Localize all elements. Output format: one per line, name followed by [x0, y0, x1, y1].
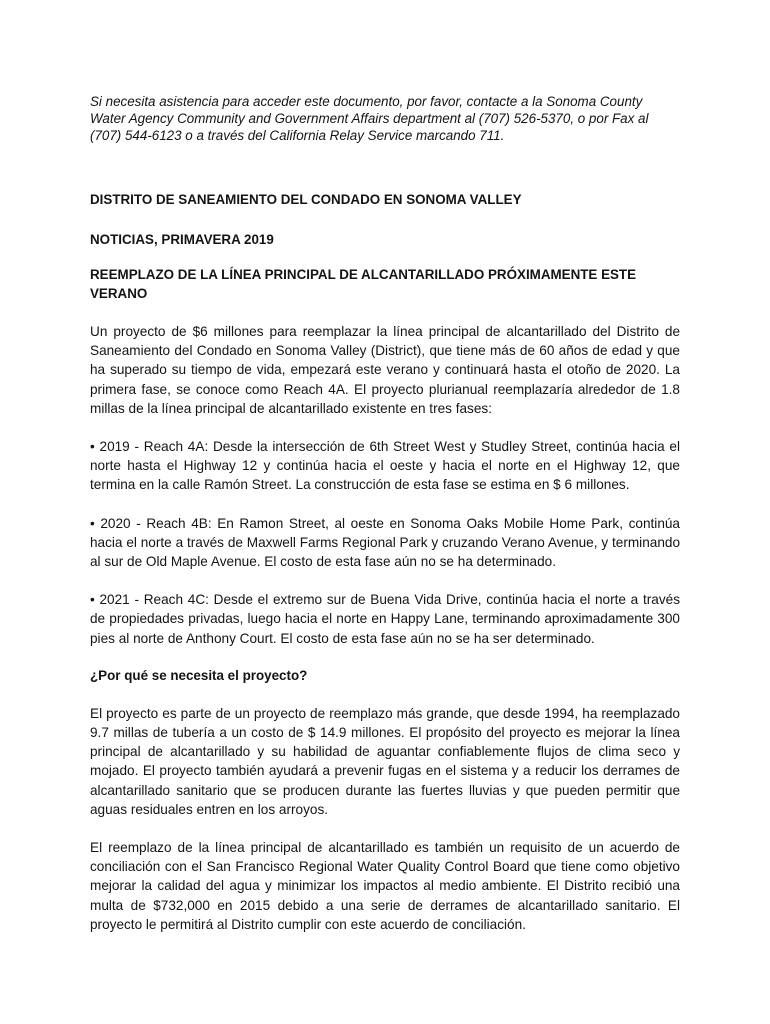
phase-item-2020: • 2020 - Reach 4B: En Ramon Street, al oeste en Sonoma Oaks Mobile Home Park, continúa hacia el norte a través de Maxwell Farms Regional Park y cruzando Verano Avenue, y terminando al sur de Old Maple Avenue. El costo de esta fase aún no se ha determinado. [90, 515, 680, 570]
why-heading: ¿Por qué se necesita el proyecto? [90, 667, 308, 683]
article-title: REEMPLAZO DE LA LÍNEA PRINCIPAL DE ALCANTARILLADO PRÓXIMAMENTE ESTE VERANO [90, 267, 637, 301]
intro-paragraph: Un proyecto de $6 millones para reemplazar la línea principal de alcantarillado del Distrito de Saneamiento del Condado en Sonoma Valley (District), que tiene más de 60 años de edad y que ha superado su tiempo de vida, empezará este verano y continuará hasta el otoño de 2020. La primera fase, se conoce como Reach 4A. El proyecto plurianual reemplazaría alrededor de 1.8 millas de la línea principal de alcantarillado existente en tres fases: [90, 324, 680, 416]
accessibility-notice: Si necesita asistencia para acceder este documento, por favor, contacte a la Sonoma County Water Agency Community and Government Affairs department al (707) 526-5370, o por Fax al (707) 544-6123 o a través del California Relay Service marcando 711. [90, 94, 649, 143]
phase-item-2019: • 2019 - Reach 4A: Desde la intersección de 6th Street West y Studley Street, continúa hacia el norte hasta el Highway 12 y continúa hacia el oeste y hacia el norte en el Highway 12, que termina en la calle Ramón Street. La construcción de esta fase se estima en $ 6 millones. [90, 439, 680, 493]
newsletter-issue: NOTICIAS, PRIMAVERA 2019 [90, 232, 274, 247]
why-paragraph-2: El reemplazo de la línea principal de alcantarillado es también un requisito de un acuerdo de conciliación con el San Francisco Regional Water Quality Control Board que tiene como objetivo mejorar la calidad del agua y minimizar los impactos al medio ambiente. El Distrito recibió una multa de $732,000 en 2015 debido a una serie de derrames de alcantarillado sanitario. El proyecto le permitirá al Distrito cumplir con este acuerdo de conciliación. [90, 840, 680, 932]
district-title: DISTRITO DE SANEAMIENTO DEL CONDADO EN SONOMA VALLEY [90, 192, 522, 207]
document-page [90, 93, 680, 934]
why-paragraph-1: El proyecto es parte de un proyecto de reemplazo más grande, que desde 1994, ha reemplazado 9.7 millas de tubería a un costo de $ 14.9 millones. El propósito del proyecto es mejorar la línea principal de alcantarillado y su habilidad de aguantar confiablemente flujos de clima seco y mojado. El proyecto también ayudará a prevenir fugas en el sistema y a reducir los derrames de alcantarillado sanitario que se producen durante las fuertes lluvias y que pueden permitir que aguas residuales entren en los arroyos. [90, 705, 680, 817]
phase-item-2021: • 2021 - Reach 4C: Desde el extremo sur de Buena Vida Drive, continúa hacia el norte a través de propiedades privadas, luego hacia el norte en Happy Lane, terminando aproximadamente 300 pies al norte de Anthony Court. El costo de esta fase aún no se ha ser determinado. [90, 592, 680, 646]
